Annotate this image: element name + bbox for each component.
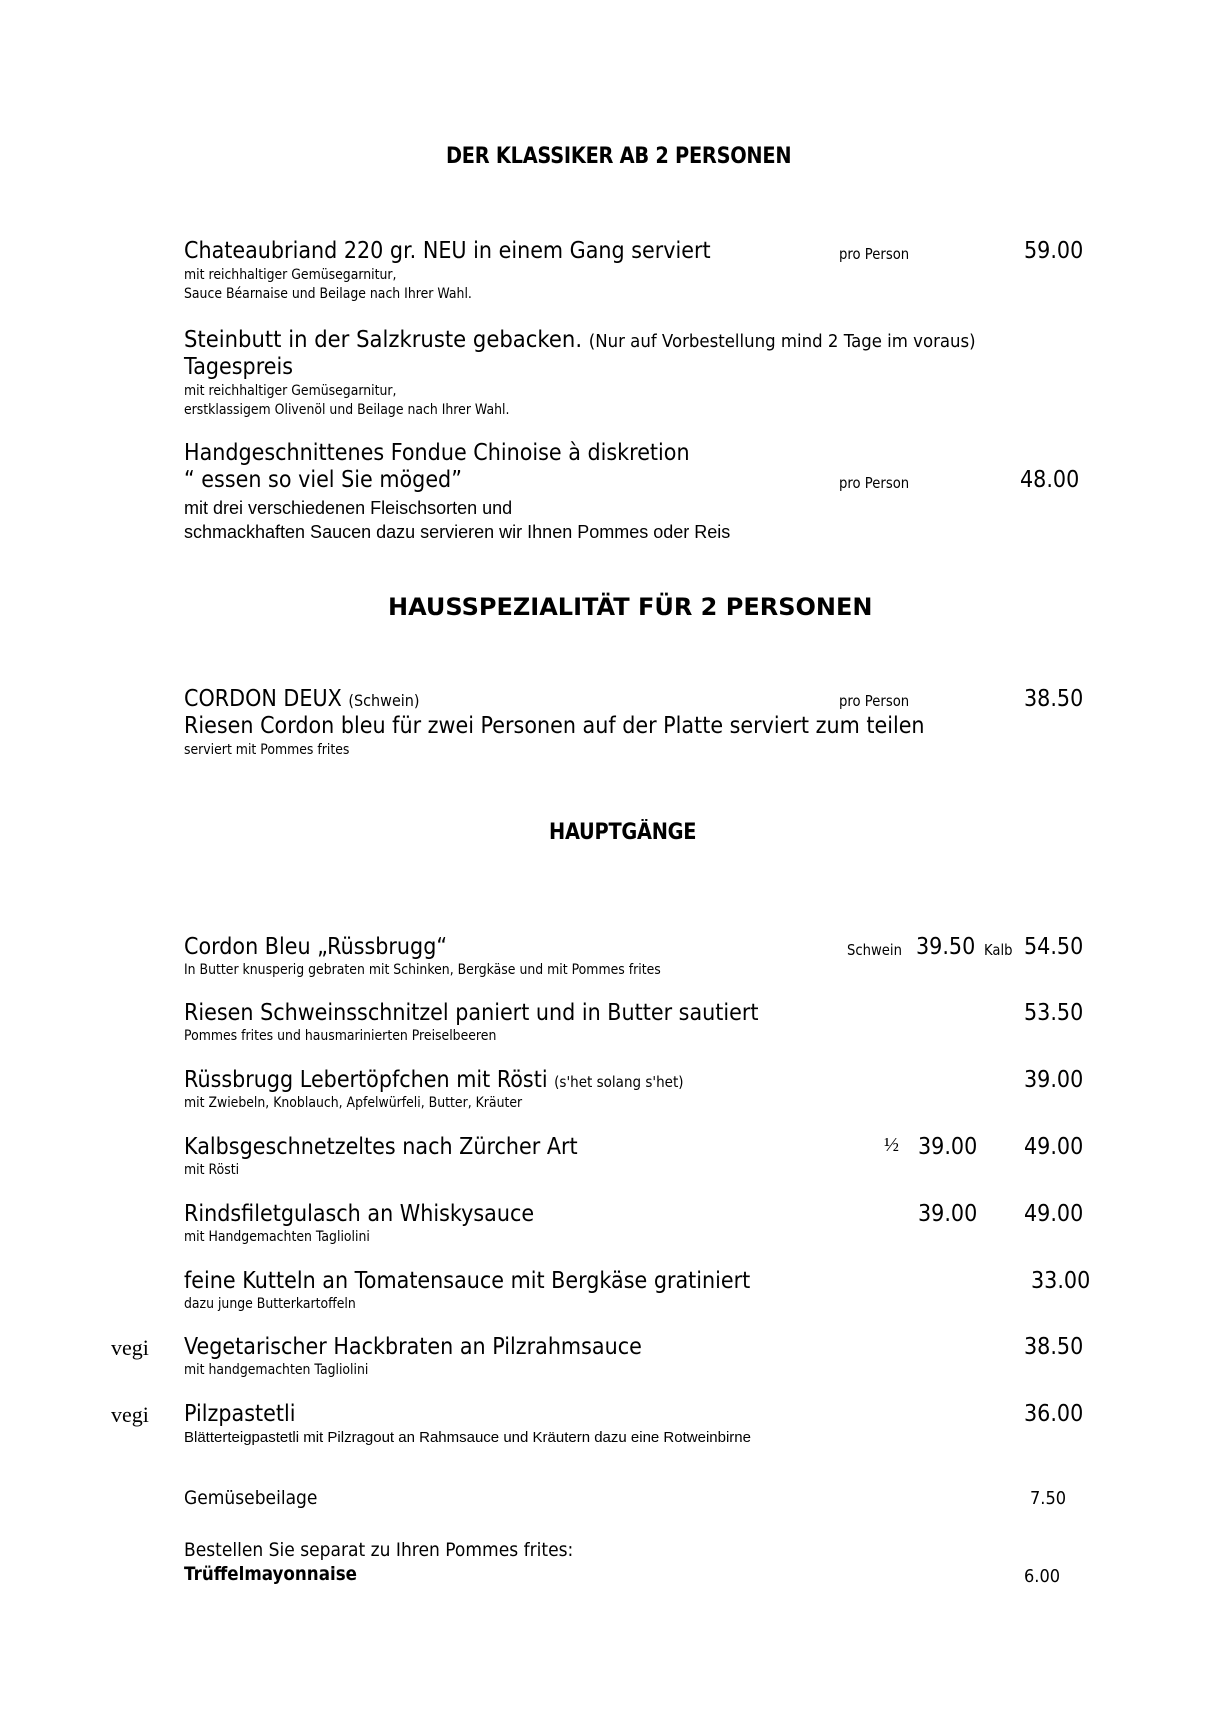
item-title-line [184, 327, 1044, 353]
price-label-schwein: Schwein [847, 941, 902, 959]
item-desc: mit reichhaltiger Gemüsegarnitur, [184, 267, 397, 283]
side-title-wrap [184, 1487, 332, 1509]
item-unit: pro Person [839, 245, 910, 263]
item-unit: pro Person [839, 692, 910, 710]
extra-price: 6.00 [1024, 1566, 1061, 1587]
item-title: Cordon Bleu „Rüssbrugg“ [184, 934, 448, 960]
half-price: 39.00 [918, 1134, 978, 1160]
price-label-kalb: Kalb [984, 941, 1013, 959]
item-desc: mit reichhaltiger Gemüsegarnitur, [184, 383, 397, 399]
extra-intro-wrap [184, 1539, 617, 1561]
item-title-2: “ essen so viel Sie möged” [184, 467, 462, 493]
half-price: 39.00 [918, 1201, 978, 1227]
item-title: Riesen Schweinsschnitzel paniert und in Butter sautiert [184, 1000, 759, 1026]
item-price-label: Tagespreis [184, 354, 294, 380]
half-portion-label: ½ [884, 1134, 899, 1156]
item-desc: mit Rösti [184, 1162, 240, 1178]
item-title: Chateaubriand 220 gr. NEU in einem Gang serviert [184, 238, 711, 264]
side-price-wrap [1030, 1488, 1070, 1509]
item-desc: serviert mit Pommes frites [184, 742, 350, 758]
item-note: (Nur auf Vorbestellung mind 2 Tage im voraus) [588, 331, 976, 352]
item-note: (Schwein) [348, 691, 420, 710]
extra-price-wrap [1024, 1566, 1064, 1587]
item-title-2: Riesen Cordon bleu für zwei Personen auf der Platte serviert zum teilen [184, 713, 925, 739]
item-price: 36.00 [1024, 1401, 1084, 1427]
item-price: 53.50 [1024, 1000, 1084, 1026]
item-title-wrap [184, 686, 420, 712]
item-title: Vegetarischer Hackbraten an Pilzrahmsauce [184, 1334, 642, 1360]
price-schwein: 39.50 [916, 934, 976, 960]
item-title-line [184, 686, 446, 712]
vegi-tag: vegi [111, 1402, 149, 1427]
item-desc: Pommes frites und hausmarinierten Preiselbeeren [184, 1028, 497, 1044]
item-title: Kalbsgeschnetzeltes nach Zürcher Art [184, 1134, 578, 1160]
item-desc: Blätterteigpastetli mit Pilzragout an Rahmsauce und Kräutern dazu eine Rotweinbirne [184, 1429, 751, 1446]
price-kalb: 54.50 [1024, 934, 1084, 960]
item-desc: erstklassigem Olivenöl und Beilage nach Ihrer Wahl. [184, 402, 510, 418]
item-title: Steinbutt in der Salzkruste gebacken. [184, 327, 583, 353]
item-price: 49.00 [1024, 1134, 1084, 1160]
item-price: 49.00 [1024, 1201, 1084, 1227]
item-title: Pilzpastetli [184, 1401, 296, 1427]
item-desc: mit Handgemachten Tagliolini [184, 1229, 370, 1245]
extra-intro: Bestellen Sie separat zu Ihren Pommes frites: [184, 1539, 574, 1561]
item-title: feine Kutteln an Tomatensauce mit Bergkäse gratiniert [184, 1268, 751, 1294]
vegi-tag: vegi [111, 1335, 149, 1360]
item-title-line [184, 1067, 739, 1093]
item-title: CORDON DEUX [184, 686, 342, 712]
extra-title-wrap [184, 1563, 381, 1585]
item-desc: mit handgemachten Tagliolini [184, 1362, 369, 1378]
item-price: 39.00 [1024, 1067, 1084, 1093]
heading-text: DER KLASSIKER AB 2 PERSONEN [446, 144, 792, 169]
item-desc: dazu junge Butterkartoffeln [184, 1296, 356, 1312]
extra-title: Trüffelmayonnaise [184, 1563, 358, 1585]
item-title: Handgeschnittenes Fondue Chinoise à diskretion [184, 440, 690, 466]
item-desc: Sauce Béarnaise und Beilage nach Ihrer Wahl. [184, 286, 472, 302]
item-price: 38.50 [1024, 686, 1084, 712]
item-desc: mit drei verschiedenen Fleischsorten und [184, 498, 513, 518]
item-desc: mit Zwiebeln, Knoblauch, Apfelwürfeli, Butter, Kräuter [184, 1095, 523, 1111]
item-price: 33.00 [1031, 1268, 1091, 1294]
side-price: 7.50 [1030, 1488, 1067, 1509]
item-title-wrap [184, 327, 976, 353]
item-title: Rindsfiletgulasch an Whiskysauce [184, 1201, 535, 1227]
item-price: 38.50 [1024, 1334, 1084, 1360]
item-title: Rüssbrugg Lebertöpfchen mit Rösti [184, 1067, 548, 1093]
heading-klassiker [446, 144, 838, 169]
heading-hauptgaenge [549, 820, 716, 845]
item-note: (s'het solang s'het) [554, 1073, 684, 1091]
item-unit: pro Person [839, 474, 910, 492]
item-desc: In Butter knusperig gebraten mit Schinken, Bergkäse und mit Pommes frites [184, 962, 661, 978]
side-title: Gemüsebeilage [184, 1487, 318, 1509]
item-price: 59.00 [1024, 238, 1084, 264]
item-desc: schmackhaften Saucen dazu servieren wir Ihnen Pommes oder Reis [184, 522, 731, 542]
heading-text: HAUPTGÄNGE [549, 820, 697, 845]
item-price: 48.00 [1020, 467, 1080, 493]
heading-hausspezialitaet: HAUSSPEZIALITÄT FÜR 2 PERSONEN [388, 593, 873, 621]
item-title-wrap [184, 1067, 684, 1093]
